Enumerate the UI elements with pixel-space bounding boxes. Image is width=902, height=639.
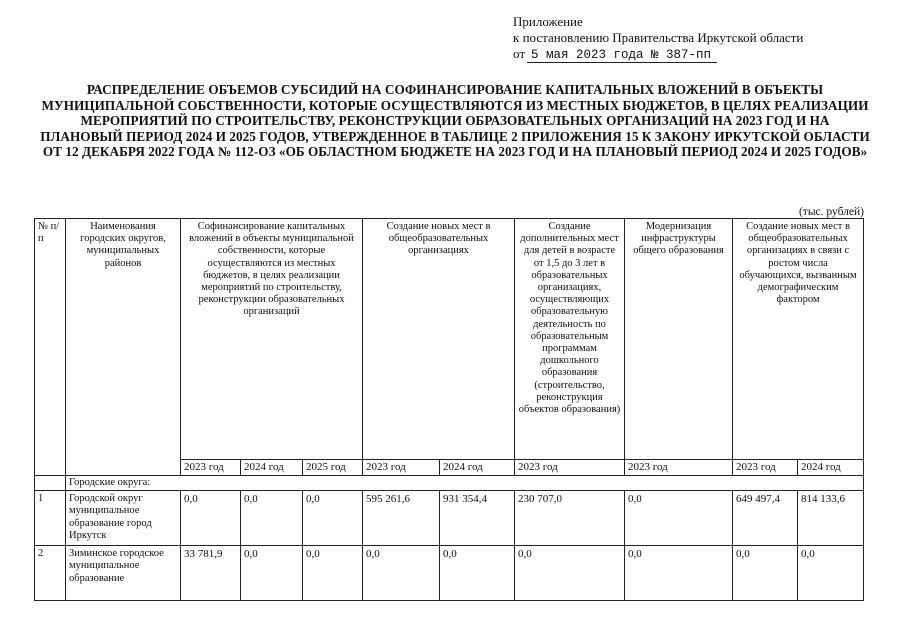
value-cell: 931 354,4 bbox=[440, 491, 515, 546]
table-row bbox=[35, 491, 864, 546]
value-cell: 0,0 bbox=[181, 491, 241, 546]
value-cell: 0,0 bbox=[733, 546, 798, 601]
value-cell: 0,0 bbox=[363, 546, 440, 601]
value-cell: 814 133,6 bbox=[798, 491, 864, 546]
appendix-resolution: к постановлению Правительства Иркутской области bbox=[513, 30, 804, 45]
group-row bbox=[35, 476, 864, 491]
value-cell: 0,0 bbox=[440, 546, 515, 601]
header-row bbox=[35, 219, 864, 460]
header-name: Наименования городских округов, муниципальных районов bbox=[66, 219, 181, 476]
header-cofinancing: Софинансирование капитальных вложений в объекты муниципальной собственности, которые осуществляются из местных бюджетов, в целях реализации мероприятий по строительству, реконструкции образовательных организаций bbox=[181, 219, 363, 460]
year-cell: 2023 год bbox=[363, 460, 440, 476]
year-cell: 2023 год bbox=[625, 460, 733, 476]
date-prefix: от bbox=[513, 46, 526, 61]
year-cell: 2024 год bbox=[440, 460, 515, 476]
value-cell: 0,0 bbox=[798, 546, 864, 601]
value-cell: 0,0 bbox=[625, 491, 733, 546]
row-num: 1 bbox=[35, 491, 66, 546]
appendix-block bbox=[513, 14, 803, 63]
value-cell: 0,0 bbox=[515, 546, 625, 601]
group-label: Городские округа: bbox=[66, 476, 864, 491]
header-new-places: Создание новых мест в общеобразовательных организациях bbox=[363, 219, 515, 460]
header-num: № п/п bbox=[35, 219, 66, 476]
year-cell: 2023 год bbox=[515, 460, 625, 476]
year-cell: 2024 год bbox=[798, 460, 864, 476]
units-label: (тыс. рублей) bbox=[798, 206, 864, 218]
value-cell: 33 781,9 bbox=[181, 546, 241, 601]
value-cell: 0,0 bbox=[303, 491, 363, 546]
header-preschool-places: Создание дополнительных мест для детей в возрасте от 1,5 до 3 лет в образовательных организациях, осуществляющих образовательную деятельность по образовательным программам дошкольного образования (строительство, реконструкция объектов образования) bbox=[515, 219, 625, 460]
header-demographic: Создание новых мест в общеобразовательных организациях в связи с ростом числа обучающихся, вызванным демографическим фактором bbox=[733, 219, 864, 460]
value-cell: 230 707,0 bbox=[515, 491, 625, 546]
table-row bbox=[35, 546, 864, 601]
year-cell: 2023 год bbox=[181, 460, 241, 476]
row-num: 2 bbox=[35, 546, 66, 601]
appendix-date-line bbox=[513, 46, 803, 63]
value-cell: 0,0 bbox=[625, 546, 733, 601]
value-cell: 0,0 bbox=[303, 546, 363, 601]
value-cell: 0,0 bbox=[241, 491, 303, 546]
resolution-date: 5 мая 2023 года № 387-пп bbox=[527, 48, 717, 63]
subsidy-table bbox=[34, 218, 864, 601]
year-cell: 2025 год bbox=[303, 460, 363, 476]
row-name: Зиминское городское муниципальное образование bbox=[66, 546, 181, 601]
document-title: РАСПРЕДЕЛЕНИЕ ОБЪЕМОВ СУБСИДИЙ НА СОФИНАНСИРОВАНИЕ КАПИТАЛЬНЫХ ВЛОЖЕНИЙ В ОБЪЕКТЫ МУНИЦИПАЛЬНОЙ СОБСТВЕННОСТИ, КОТОРЫЕ ОСУЩЕСТВЛЯЮТСЯ ИЗ МЕСТНЫХ БЮДЖЕТОВ, В ЦЕЛЯХ РЕАЛИЗАЦИИ МЕРОПРИЯТИЙ ПО СТРОИТЕЛЬСТВУ, РЕКОНСТРУКЦИИ ОБРАЗОВАТЕЛЬНЫХ ОРГАНИЗАЦИЙ НА 2023 ГОД И НА ПЛАНОВЫЙ ПЕРИОД 2024 И 2025 ГОДОВ, УТВЕРЖДЕННОЕ В ТАБЛИЦЕ 2 ПРИЛОЖЕНИЯ 15 К ЗАКОНУ ИРКУТСКОЙ ОБЛАСТИ ОТ 12 ДЕКАБРЯ 2022 ГОДА № 112-ОЗ «ОБ ОБЛАСТНОМ БЮДЖЕТЕ НА 2023 ГОД И НА ПЛАНОВЫЙ ПЕРИОД 2024 И 2025 ГОДОВ» bbox=[40, 82, 870, 159]
group-num-cell bbox=[35, 476, 66, 491]
value-cell: 649 497,4 bbox=[733, 491, 798, 546]
header-modernization: Модернизация инфраструктуры общего образования bbox=[625, 219, 733, 460]
row-name: Городской округ муниципальное образование город Иркутск bbox=[66, 491, 181, 546]
value-cell: 595 261,6 bbox=[363, 491, 440, 546]
year-cell: 2024 год bbox=[241, 460, 303, 476]
value-cell: 0,0 bbox=[241, 546, 303, 601]
appendix-label: Приложение bbox=[513, 14, 583, 29]
year-cell: 2023 год bbox=[733, 460, 798, 476]
